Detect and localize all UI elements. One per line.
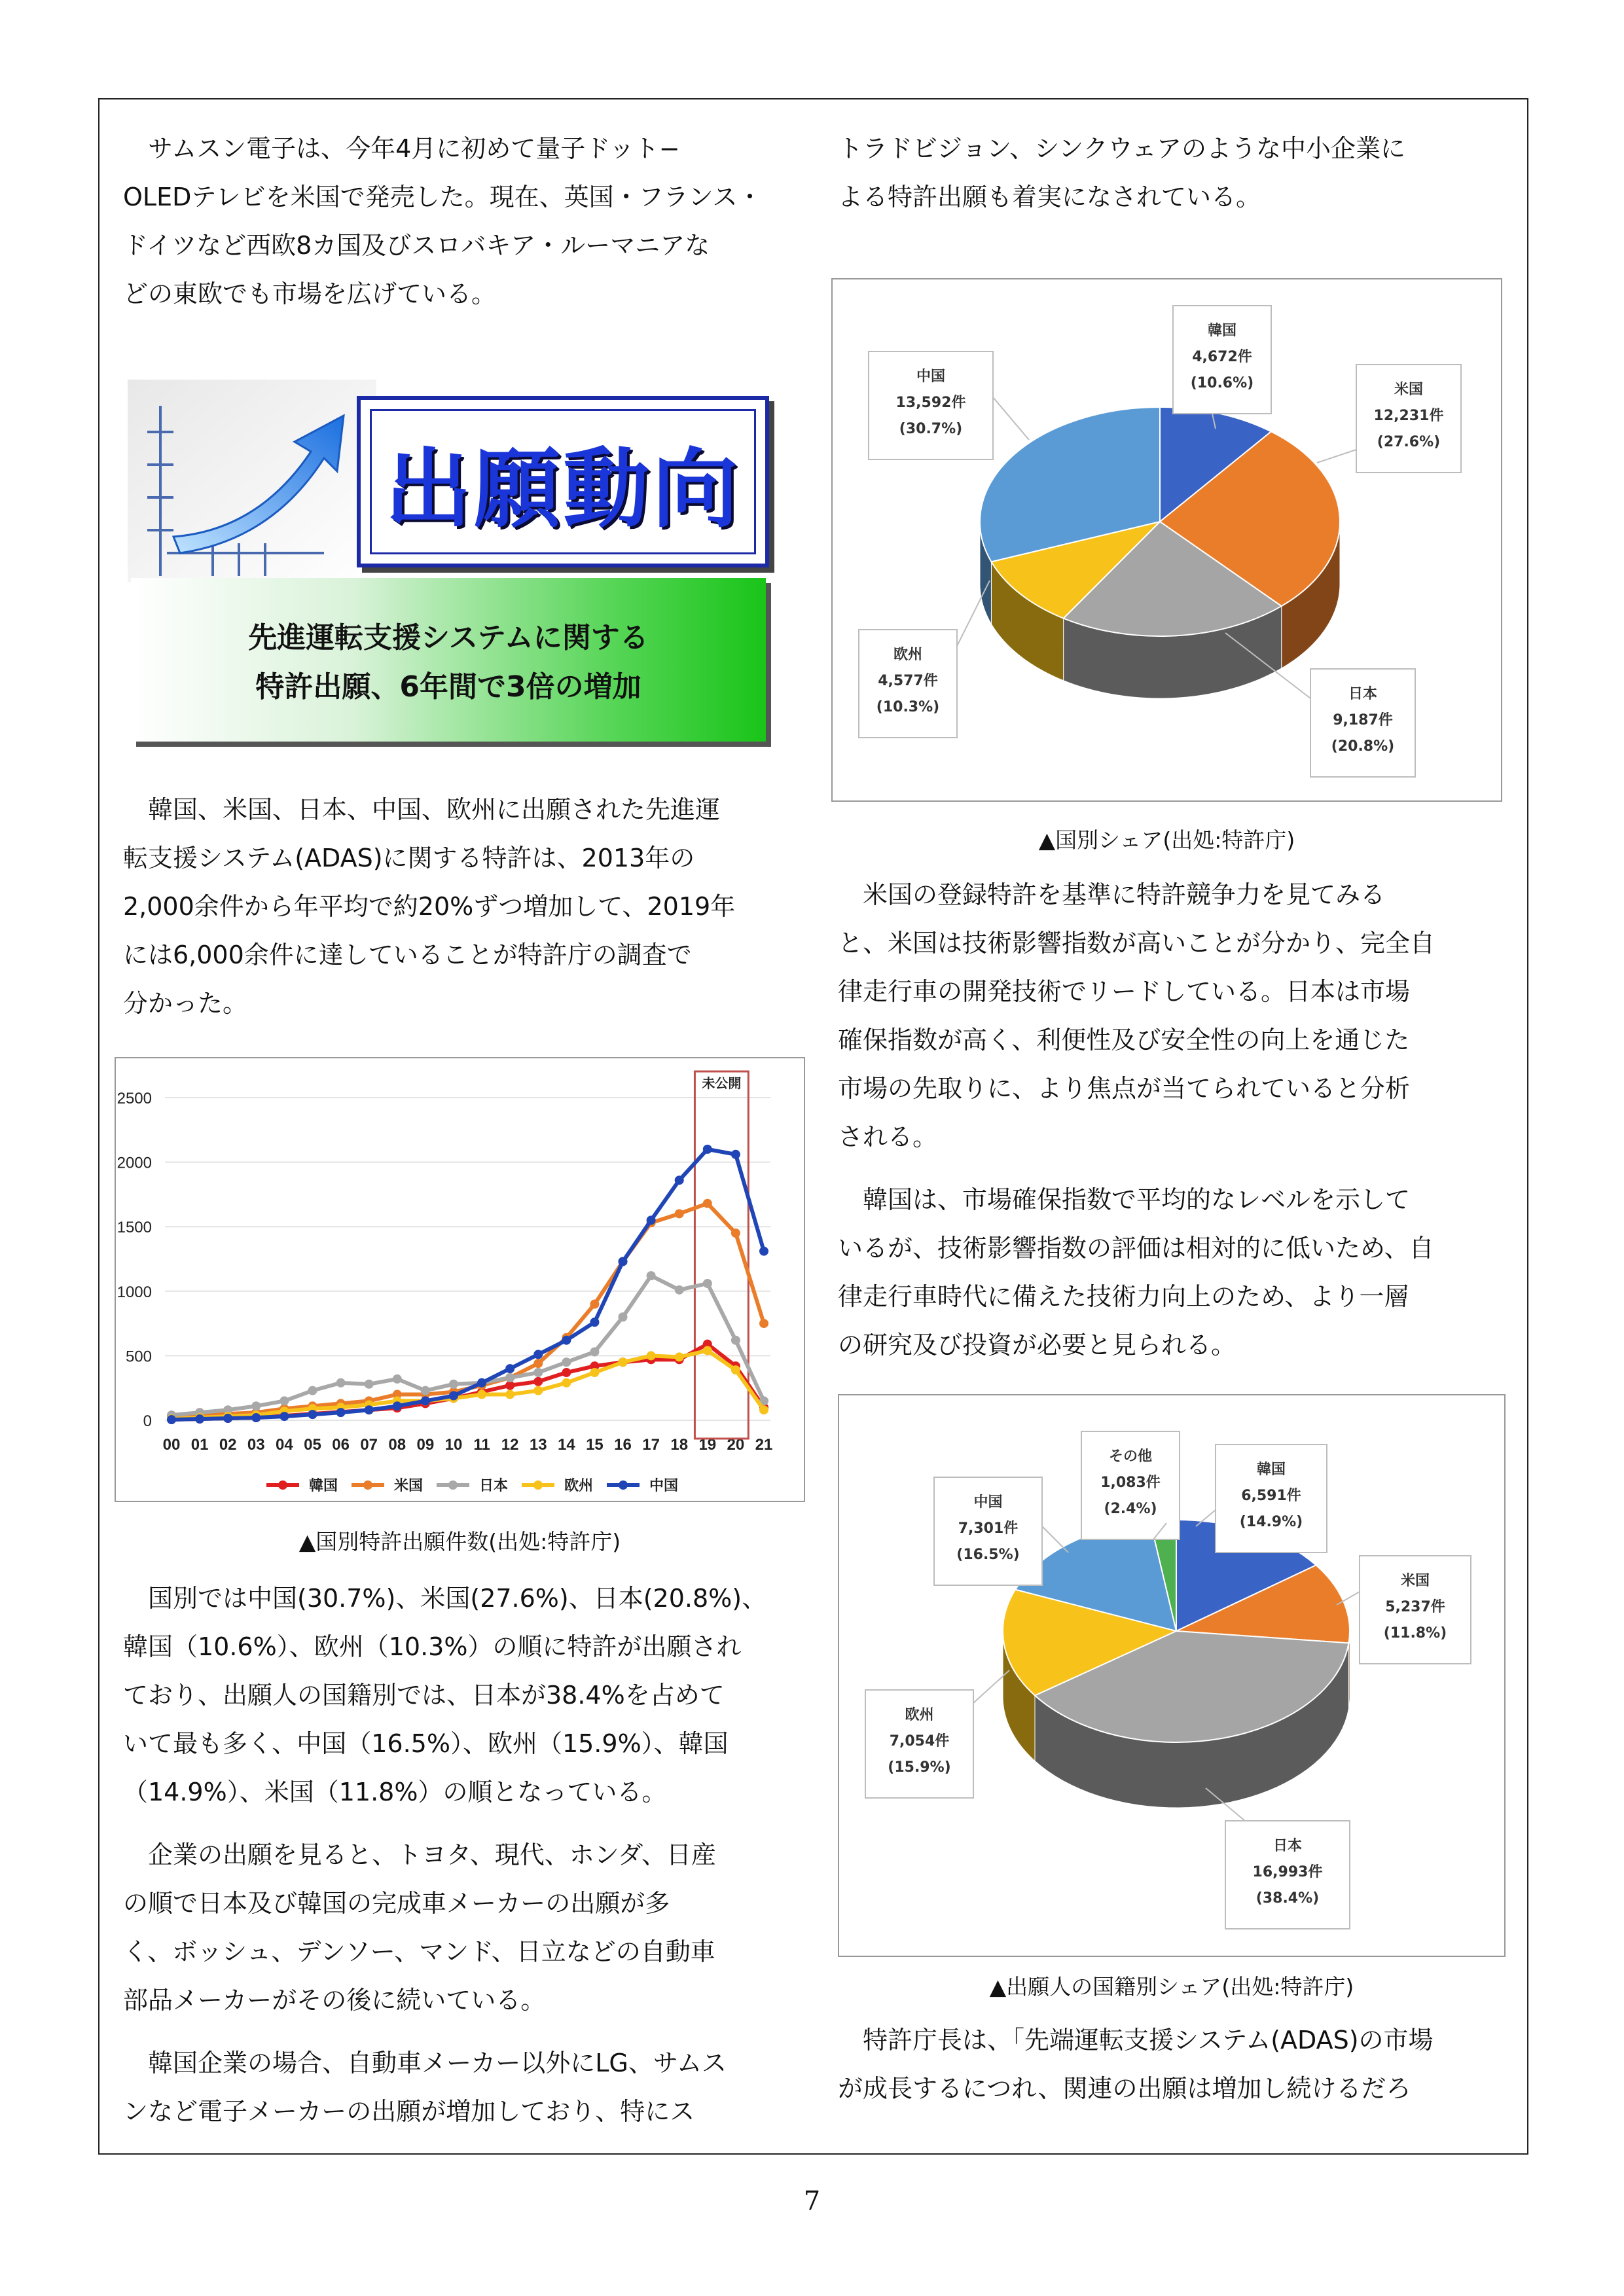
callout-label: 中国	[916, 368, 946, 385]
data-point	[703, 1346, 712, 1355]
x-tick-label: 13	[529, 1436, 547, 1454]
data-point	[533, 1377, 543, 1386]
data-point	[223, 1414, 232, 1423]
unpublished-label: 未公開	[702, 1075, 742, 1091]
left-intro	[123, 124, 787, 318]
data-point	[562, 1336, 571, 1345]
subtitle-line-1: 先進運転支援システムに関する	[248, 621, 649, 655]
data-point	[590, 1318, 599, 1327]
callout-percent: (38.4%)	[1255, 1890, 1320, 1907]
y-tick-label: 2500	[117, 1090, 152, 1107]
left-para2	[123, 1574, 787, 2136]
pie-chart-applicant-share	[839, 1395, 1504, 1956]
pie-chart-1-caption: ▲国別シェア(出処:特許庁)	[1038, 827, 1295, 853]
callout-leader	[957, 581, 990, 646]
data-point	[647, 1351, 656, 1360]
x-tick-label: 02	[219, 1436, 237, 1454]
callout-count: 13,592件	[895, 395, 966, 411]
data-point	[731, 1336, 740, 1345]
callout-count: 9,187件	[1333, 712, 1393, 728]
callout-count: 5,237件	[1385, 1599, 1445, 1615]
data-point	[759, 1247, 768, 1256]
data-point	[251, 1401, 261, 1410]
data-point	[449, 1380, 458, 1389]
callout-percent: (20.8%)	[1331, 738, 1395, 755]
data-point	[619, 1312, 628, 1321]
data-point	[393, 1401, 402, 1410]
data-point	[533, 1368, 543, 1377]
data-point	[533, 1350, 543, 1359]
paragraph-country-share: 国別では中国(30.7%)、米国(27.6%)、日本(20.8%)、 韓国（10.6%）、欧州（10.3%）の順に特許が出願され ており、出願人の国籍別では、日本が38.4%を占めて いて最も多く、中国（16.5%）、欧州（15.9%）、韓国 （14.9%）、米国（11.8%）の順となっている。	[123, 1584, 767, 1806]
data-point	[759, 1319, 768, 1328]
left-para1	[123, 785, 787, 1028]
data-point	[619, 1357, 628, 1367]
x-tick-label: 00	[162, 1436, 181, 1454]
data-point	[477, 1378, 486, 1388]
pie-chart-country-share	[833, 279, 1501, 800]
y-tick-label: 1000	[117, 1283, 152, 1301]
callout-percent: (10.6%)	[1190, 375, 1254, 391]
data-point	[477, 1390, 486, 1399]
subtitle-line-2: 特許出願、6年間で3倍の増加	[255, 670, 641, 704]
callout-count: 7,054件	[889, 1733, 950, 1749]
x-tick-label: 19	[698, 1436, 717, 1454]
legend-marker	[533, 1480, 543, 1490]
callout-count: 4,672件	[1192, 349, 1252, 365]
callout-label: 米国	[1400, 1573, 1430, 1589]
y-tick-label: 0	[143, 1412, 152, 1430]
callout-count: 16,993件	[1252, 1864, 1323, 1880]
line-chart	[116, 1058, 804, 1501]
data-point	[759, 1405, 768, 1414]
data-point	[336, 1378, 346, 1388]
x-tick-label: 21	[755, 1436, 773, 1454]
data-point	[562, 1378, 571, 1388]
x-tick-label: 01	[190, 1436, 209, 1454]
y-tick-label: 2000	[117, 1154, 152, 1172]
data-point	[675, 1285, 684, 1295]
data-point	[675, 1209, 684, 1218]
line-chart-box	[115, 1057, 805, 1502]
callout-percent: (2.4%)	[1104, 1501, 1157, 1517]
y-tick-label: 500	[125, 1348, 152, 1366]
callout-leader	[1042, 1526, 1068, 1552]
callout-count: 12,231件	[1373, 408, 1444, 424]
legend-label: 日本	[479, 1478, 509, 1494]
data-point	[647, 1271, 656, 1280]
right-para3	[838, 2016, 1506, 2113]
data-point	[533, 1359, 543, 1368]
data-point	[365, 1380, 374, 1389]
x-tick-label: 18	[670, 1436, 689, 1454]
right-para1	[838, 870, 1506, 1369]
data-point	[195, 1414, 204, 1424]
callout-leader	[993, 397, 1029, 440]
callout-label: 韓国	[1256, 1462, 1286, 1478]
data-point	[675, 1352, 684, 1361]
legend-marker	[278, 1480, 287, 1490]
callout-label: 日本	[1272, 1838, 1303, 1854]
callout-label: その他	[1108, 1448, 1153, 1465]
x-tick-label: 12	[501, 1436, 519, 1454]
data-point	[308, 1386, 317, 1395]
x-tick-label: 14	[557, 1436, 575, 1454]
paragraph-kipo-commissioner: 特許庁長は、「先端運転支援システム(ADAS)の市場 が成長するにつれ、関連の出願は増加し続けるだろ	[838, 2026, 1434, 2103]
data-point	[505, 1364, 514, 1373]
data-point	[731, 1150, 740, 1159]
data-point	[505, 1390, 514, 1399]
legend-label: 中国	[649, 1478, 679, 1494]
page-number: 7	[803, 2186, 821, 2216]
legend-label: 欧州	[564, 1478, 594, 1494]
legend-label: 韓国	[309, 1478, 338, 1494]
x-tick-label: 20	[727, 1436, 745, 1454]
unpublished-box	[695, 1071, 748, 1439]
data-point	[365, 1405, 374, 1414]
callout-percent: (15.9%)	[888, 1759, 951, 1776]
section-title-box	[357, 396, 769, 567]
data-point	[590, 1347, 599, 1356]
x-tick-label: 15	[586, 1436, 604, 1454]
callout-leader	[1317, 450, 1356, 463]
data-point	[533, 1386, 543, 1395]
callout-count: 1,083件	[1100, 1475, 1161, 1491]
x-tick-label: 05	[304, 1436, 321, 1454]
x-tick-label: 17	[642, 1436, 660, 1454]
callout-label: 韓国	[1207, 323, 1237, 339]
callout-label: 日本	[1348, 686, 1378, 702]
data-point	[449, 1391, 458, 1401]
subtitle-banner	[131, 578, 766, 742]
callout-label: 欧州	[893, 647, 923, 663]
data-point	[167, 1415, 176, 1424]
data-point	[703, 1279, 712, 1288]
legend-marker	[448, 1480, 458, 1490]
callout-percent: (30.7%)	[899, 421, 963, 437]
data-point	[280, 1396, 289, 1405]
data-point	[590, 1300, 599, 1309]
callout-percent: (11.8%)	[1383, 1625, 1447, 1641]
callout-percent: (14.9%)	[1239, 1514, 1303, 1530]
x-tick-label: 10	[444, 1436, 463, 1454]
x-tick-label: 08	[388, 1436, 406, 1454]
callout-label: 欧州	[905, 1707, 934, 1723]
callout-count: 4,577件	[878, 673, 938, 689]
pie-chart-2-box	[838, 1394, 1506, 1957]
data-point	[731, 1365, 740, 1374]
x-tick-label: 09	[416, 1436, 435, 1454]
paragraph-korea-assessment: 韓国は、市場確保指数で平均的なレベルを示して いるが、技術影響指数の評価は相対的に低いため、自 律走行車時代に備えた技術力向上のため、より一層 の研究及び投資が必要と見られる。	[838, 1185, 1434, 1359]
callout-percent: (10.3%)	[876, 699, 940, 715]
banner-graphic	[128, 380, 376, 583]
data-point	[703, 1145, 712, 1154]
right-para0	[838, 124, 1506, 221]
line-chart-caption: ▲国別特許出願件数(出処:特許庁)	[298, 1529, 621, 1554]
data-point	[619, 1257, 628, 1266]
paragraph-us-competitiveness: 米国の登録特許を基準に特許競争力を見てみる と、米国は技術影響指数が高いことが分かり、完全自 律走行車の開発技術でリードしている。日本は市場 確保指数が高く、利便性及び安全性の向上を通じた 市場の先取りに、より焦点が当てられていると分析 される。	[838, 880, 1435, 1151]
data-point	[421, 1396, 430, 1405]
intro-paragraph: サムスン電子は、今年4月に初めて量子ドット− OLEDテレビを米国で発売した。現在、英国・フランス・ ドイツなど西欧8カ国及びスロバキア・ルーマニアな どの東欧でも市場を広げている。	[123, 134, 763, 308]
data-point	[703, 1199, 712, 1208]
legend-label: 米国	[394, 1478, 424, 1494]
callout-label: 米国	[1394, 382, 1424, 398]
x-tick-label: 03	[247, 1436, 265, 1454]
data-point	[590, 1368, 599, 1377]
y-tick-label: 1500	[117, 1219, 152, 1237]
paragraph-adas-growth: 韓国、米国、日本、中国、欧州に出願された先進運 転支援システム(ADAS)に関する特許は、2013年の 2,000余件から年平均で約20%ずつ増加して、2019年 には6,000余件に達していることが特許庁の調査で 分かった。	[123, 795, 736, 1018]
x-tick-label: 16	[614, 1436, 632, 1454]
series-line-中国	[171, 1149, 764, 1420]
callout-count: 7,301件	[958, 1520, 1019, 1537]
section-title: 出願動向	[385, 439, 741, 540]
callout-percent: (16.5%)	[956, 1547, 1020, 1563]
x-tick-label: 07	[360, 1436, 378, 1454]
data-point	[421, 1386, 430, 1395]
data-point	[562, 1368, 571, 1377]
callout-label: 中国	[973, 1494, 1003, 1511]
data-point	[280, 1412, 289, 1421]
rising-arrow-icon	[128, 380, 376, 583]
data-point	[393, 1374, 402, 1384]
pie-chart-1-box	[831, 278, 1502, 802]
data-point	[505, 1373, 514, 1382]
paragraph-korean-companies: 韓国企業の場合、自動車メーカー以外にLG、サムス ンなど電子メーカーの出願が増加しており、特にス	[123, 2049, 727, 2126]
callout-count: 6,591件	[1241, 1488, 1301, 1504]
paragraph-smes: トラドビジョン、シンクウェアのような中小企業に よる特許出願も着実になされている。	[838, 134, 1405, 211]
data-point	[336, 1408, 346, 1417]
callout-percent: (27.6%)	[1377, 434, 1441, 450]
pie-chart-2-caption: ▲出願人の国籍別シェア(出処:特許庁)	[989, 1974, 1354, 2000]
data-point	[251, 1413, 261, 1422]
data-point	[675, 1175, 684, 1185]
x-tick-label: 06	[332, 1436, 350, 1454]
data-point	[308, 1410, 317, 1419]
data-point	[647, 1215, 656, 1225]
legend-marker	[619, 1480, 628, 1490]
data-point	[562, 1357, 571, 1367]
data-point	[731, 1229, 740, 1238]
x-tick-label: 11	[473, 1436, 490, 1454]
legend-marker	[363, 1480, 372, 1490]
x-tick-label: 04	[276, 1436, 293, 1454]
paragraph-companies: 企業の出願を見ると、トヨタ、現代、ホンダ、日産 の順で日本及び韓国の完成車メーカーの出願が多 く、ボッシュ、デンソー、マンド、日立などの自動車 部品メーカーがその後に続いている。	[123, 1840, 716, 2015]
